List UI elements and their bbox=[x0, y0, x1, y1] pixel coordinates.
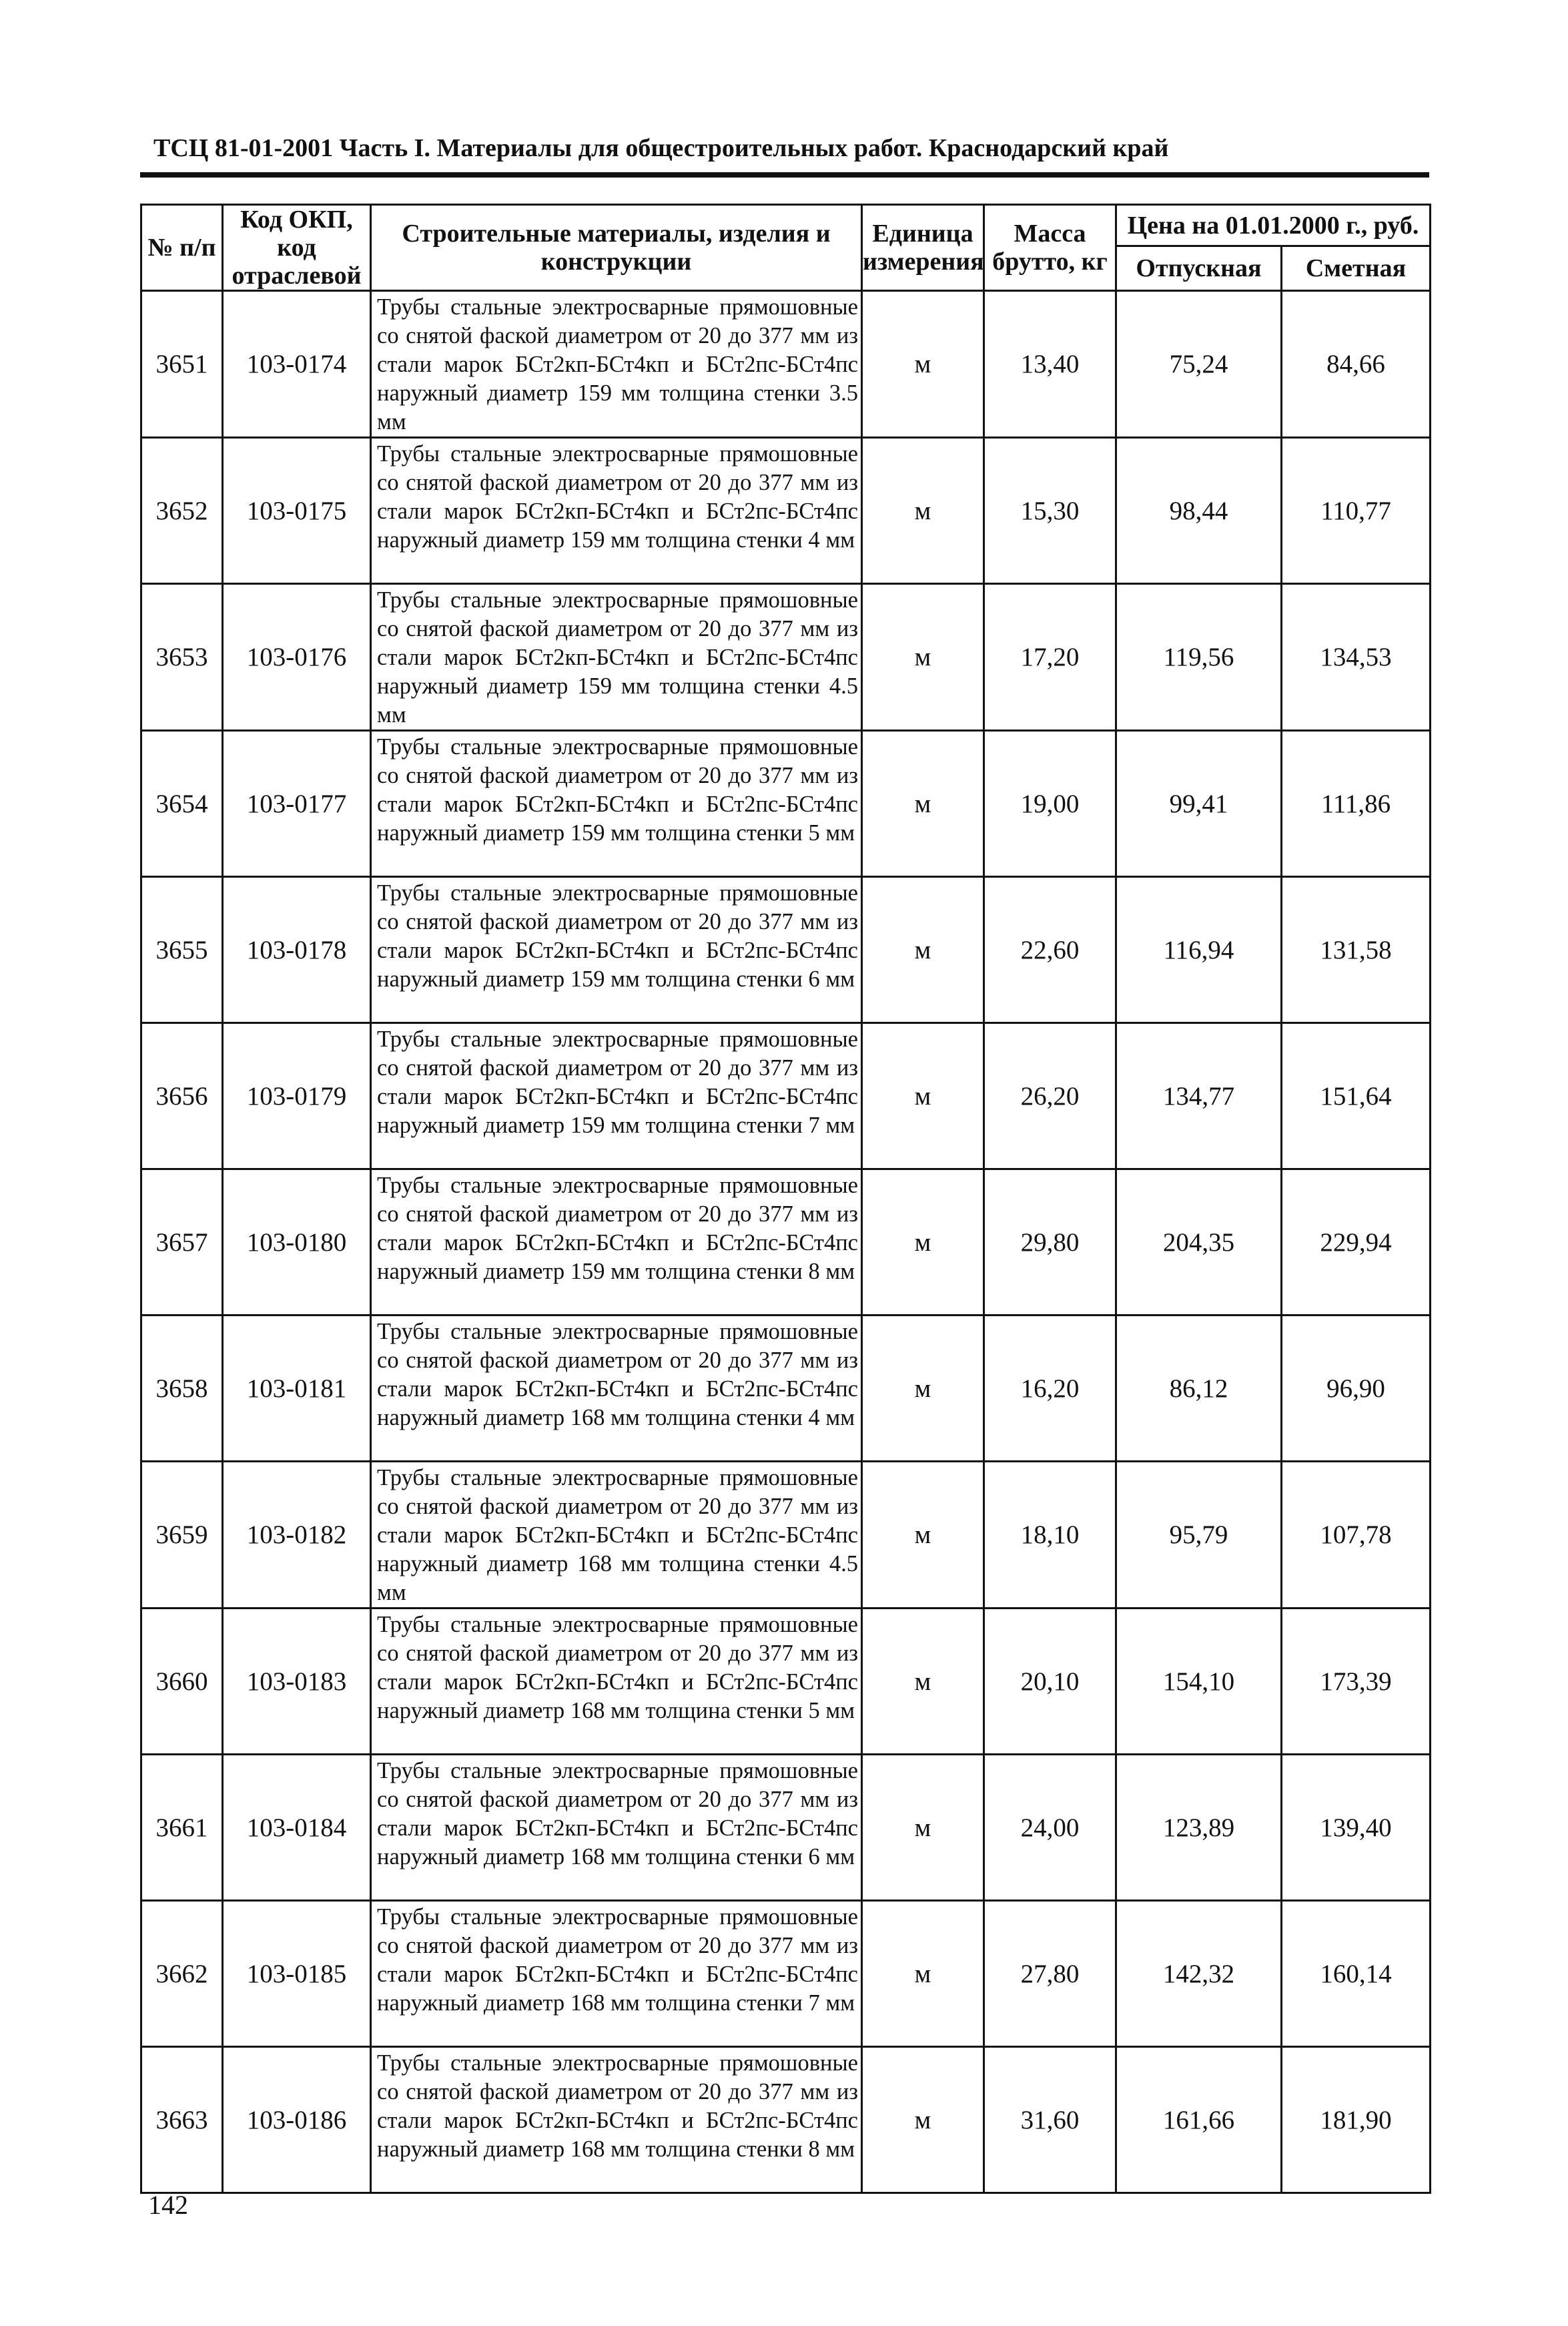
cell-price-estimate: 151,64 bbox=[1282, 1023, 1431, 1169]
cell-num: 3660 bbox=[141, 1609, 223, 1755]
cell-code: 103-0177 bbox=[223, 731, 371, 877]
cell-mass: 31,60 bbox=[984, 2047, 1116, 2193]
cell-num: 3659 bbox=[141, 1462, 223, 1609]
cell-price-release: 95,79 bbox=[1116, 1462, 1282, 1609]
table-row bbox=[141, 877, 1431, 1023]
cell-mass: 20,10 bbox=[984, 1609, 1116, 1755]
table-row bbox=[141, 1609, 1431, 1755]
cell-price-release: 119,56 bbox=[1116, 584, 1282, 731]
cell-num: 3654 bbox=[141, 731, 223, 877]
column-header-unit: Единица измерения bbox=[862, 205, 984, 291]
column-header-price-release: Отпускная bbox=[1116, 246, 1282, 291]
column-header-num: № п/п bbox=[141, 205, 223, 291]
cell-code: 103-0175 bbox=[223, 438, 371, 584]
cell-num: 3663 bbox=[141, 2047, 223, 2193]
cell-num: 3658 bbox=[141, 1316, 223, 1462]
cell-unit: м bbox=[862, 1316, 984, 1462]
cell-description: Трубы стальные электросварные прямошовные со снятой фаской диаметром от 20 до 377 мм из стали марок БСт2кп-БСт4кп и БСт2пс-БСт4пс наружный диаметр 159 мм толщина стенки 4 мм bbox=[371, 438, 862, 584]
cell-code: 103-0179 bbox=[223, 1023, 371, 1169]
cell-unit: м bbox=[862, 877, 984, 1023]
cell-code: 103-0184 bbox=[223, 1755, 371, 1901]
cell-num: 3653 bbox=[141, 584, 223, 731]
cell-price-release: 86,12 bbox=[1116, 1316, 1282, 1462]
cell-price-estimate: 134,53 bbox=[1282, 584, 1431, 731]
cell-num: 3662 bbox=[141, 1901, 223, 2047]
cell-mass: 19,00 bbox=[984, 731, 1116, 877]
cell-code: 103-0183 bbox=[223, 1609, 371, 1755]
cell-num: 3652 bbox=[141, 438, 223, 584]
cell-description: Трубы стальные электросварные прямошовные со снятой фаской диаметром от 20 до 377 мм из стали марок БСт2кп-БСт4кп и БСт2пс-БСт4пс наружный диаметр 168 мм толщина стенки 6 мм bbox=[371, 1755, 862, 1901]
cell-mass: 17,20 bbox=[984, 584, 1116, 731]
cell-mass: 29,80 bbox=[984, 1169, 1116, 1316]
cell-price-release: 116,94 bbox=[1116, 877, 1282, 1023]
cell-num: 3656 bbox=[141, 1023, 223, 1169]
cell-description: Трубы стальные электросварные прямошовные со снятой фаской диаметром от 20 до 377 мм из стали марок БСт2кп-БСт4кп и БСт2пс-БСт4пс наружный диаметр 168 мм толщина стенки 7 мм bbox=[371, 1901, 862, 2047]
cell-unit: м bbox=[862, 438, 984, 584]
cell-mass: 15,30 bbox=[984, 438, 1116, 584]
cell-price-release: 99,41 bbox=[1116, 731, 1282, 877]
table-row bbox=[141, 731, 1431, 877]
cell-code: 103-0182 bbox=[223, 1462, 371, 1609]
cell-price-estimate: 84,66 bbox=[1282, 291, 1431, 438]
cell-code: 103-0185 bbox=[223, 1901, 371, 2047]
cell-description: Трубы стальные электросварные прямошовные со снятой фаской диаметром от 20 до 377 мм из стали марок БСт2кп-БСт4кп и БСт2пс-БСт4пс наружный диаметр 168 мм толщина стенки 4 мм bbox=[371, 1316, 862, 1462]
cell-code: 103-0180 bbox=[223, 1169, 371, 1316]
cell-price-estimate: 96,90 bbox=[1282, 1316, 1431, 1462]
cell-mass: 24,00 bbox=[984, 1755, 1116, 1901]
cell-price-release: 98,44 bbox=[1116, 438, 1282, 584]
cell-description: Трубы стальные электросварные прямошовные со снятой фаской диаметром от 20 до 377 мм из стали марок БСт2кп-БСт4кп и БСт2пс-БСт4пс наружный диаметр 159 мм толщина стенки 8 мм bbox=[371, 1169, 862, 1316]
cell-price-release: 123,89 bbox=[1116, 1755, 1282, 1901]
table-row bbox=[141, 1316, 1431, 1462]
cell-description: Трубы стальные электросварные прямошовные со снятой фаской диаметром от 20 до 377 мм из стали марок БСт2кп-БСт4кп и БСт2пс-БСт4пс наружный диаметр 159 мм толщина стенки 4.5 мм bbox=[371, 584, 862, 731]
cell-unit: м bbox=[862, 2047, 984, 2193]
cell-unit: м bbox=[862, 291, 984, 438]
cell-mass: 18,10 bbox=[984, 1462, 1116, 1609]
table-header bbox=[141, 205, 1431, 291]
cell-mass: 27,80 bbox=[984, 1901, 1116, 2047]
cell-description: Трубы стальные электросварные прямошовные со снятой фаской диаметром от 20 до 377 мм из стали марок БСт2кп-БСт4кп и БСт2пс-БСт4пс наружный диаметр 159 мм толщина стенки 5 мм bbox=[371, 731, 862, 877]
cell-unit: м bbox=[862, 1901, 984, 2047]
column-header-price-estimate: Сметная bbox=[1282, 246, 1431, 291]
cell-price-estimate: 229,94 bbox=[1282, 1169, 1431, 1316]
cell-code: 103-0176 bbox=[223, 584, 371, 731]
cell-description: Трубы стальные электросварные прямошовные со снятой фаской диаметром от 20 до 377 мм из стали марок БСт2кп-БСт4кп и БСт2пс-БСт4пс наружный диаметр 159 мм толщина стенки 7 мм bbox=[371, 1023, 862, 1169]
cell-description: Трубы стальные электросварные прямошовные со снятой фаской диаметром от 20 до 377 мм из стали марок БСт2кп-БСт4кп и БСт2пс-БСт4пс наружный диаметр 168 мм толщина стенки 8 мм bbox=[371, 2047, 862, 2193]
table-row bbox=[141, 2047, 1431, 2193]
cell-mass: 13,40 bbox=[984, 291, 1116, 438]
cell-price-estimate: 139,40 bbox=[1282, 1755, 1431, 1901]
cell-unit: м bbox=[862, 1169, 984, 1316]
header-rule bbox=[140, 172, 1429, 178]
cell-code: 103-0174 bbox=[223, 291, 371, 438]
cell-price-estimate: 111,86 bbox=[1282, 731, 1431, 877]
price-table bbox=[140, 204, 1431, 2194]
cell-unit: м bbox=[862, 1462, 984, 1609]
cell-price-release: 134,77 bbox=[1116, 1023, 1282, 1169]
cell-description: Трубы стальные электросварные прямошовные со снятой фаской диаметром от 20 до 377 мм из стали марок БСт2кп-БСт4кп и БСт2пс-БСт4пс наружный диаметр 159 мм толщина стенки 3.5 мм bbox=[371, 291, 862, 438]
table-body bbox=[141, 291, 1431, 2193]
cell-price-estimate: 160,14 bbox=[1282, 1901, 1431, 2047]
cell-price-estimate: 131,58 bbox=[1282, 877, 1431, 1023]
cell-description: Трубы стальные электросварные прямошовные со снятой фаской диаметром от 20 до 377 мм из стали марок БСт2кп-БСт4кп и БСт2пс-БСт4пс наружный диаметр 168 мм толщина стенки 5 мм bbox=[371, 1609, 862, 1755]
cell-price-estimate: 181,90 bbox=[1282, 2047, 1431, 2193]
cell-price-estimate: 173,39 bbox=[1282, 1609, 1431, 1755]
column-header-name: Строительные материалы, изделия и конструкции bbox=[371, 205, 862, 291]
table-row bbox=[141, 438, 1431, 584]
cell-price-estimate: 107,78 bbox=[1282, 1462, 1431, 1609]
cell-unit: м bbox=[862, 731, 984, 877]
cell-price-release: 75,24 bbox=[1116, 291, 1282, 438]
cell-price-release: 154,10 bbox=[1116, 1609, 1282, 1755]
cell-description: Трубы стальные электросварные прямошовные со снятой фаской диаметром от 20 до 377 мм из стали марок БСт2кп-БСт4кп и БСт2пс-БСт4пс наружный диаметр 159 мм толщина стенки 6 мм bbox=[371, 877, 862, 1023]
cell-num: 3651 bbox=[141, 291, 223, 438]
cell-mass: 16,20 bbox=[984, 1316, 1116, 1462]
column-header-code: Код ОКП, код отраслевой bbox=[223, 205, 371, 291]
column-header-price-group: Цена на 01.01.2000 г., руб. bbox=[1116, 205, 1431, 246]
cell-price-release: 204,35 bbox=[1116, 1169, 1282, 1316]
cell-unit: м bbox=[862, 1023, 984, 1169]
page-header: ТСЦ 81-01-2001 Часть I. Материалы для общестроительных работ. Краснодарский край bbox=[153, 134, 1169, 162]
table-row bbox=[141, 1462, 1431, 1609]
table-row bbox=[141, 1169, 1431, 1316]
cell-code: 103-0181 bbox=[223, 1316, 371, 1462]
cell-unit: м bbox=[862, 1755, 984, 1901]
cell-price-release: 142,32 bbox=[1116, 1901, 1282, 2047]
cell-unit: м bbox=[862, 1609, 984, 1755]
cell-code: 103-0178 bbox=[223, 877, 371, 1023]
cell-unit: м bbox=[862, 584, 984, 731]
cell-mass: 22,60 bbox=[984, 877, 1116, 1023]
column-header-mass: Масса брутто, кг bbox=[984, 205, 1116, 291]
cell-code: 103-0186 bbox=[223, 2047, 371, 2193]
page-number: 142 bbox=[148, 2190, 188, 2220]
cell-num: 3661 bbox=[141, 1755, 223, 1901]
table-row bbox=[141, 584, 1431, 731]
cell-description: Трубы стальные электросварные прямошовные со снятой фаской диаметром от 20 до 377 мм из стали марок БСт2кп-БСт4кп и БСт2пс-БСт4пс наружный диаметр 168 мм толщина стенки 4.5 мм bbox=[371, 1462, 862, 1609]
table-row bbox=[141, 1755, 1431, 1901]
cell-num: 3657 bbox=[141, 1169, 223, 1316]
table-row bbox=[141, 291, 1431, 438]
table-row bbox=[141, 1901, 1431, 2047]
cell-price-estimate: 110,77 bbox=[1282, 438, 1431, 584]
cell-mass: 26,20 bbox=[984, 1023, 1116, 1169]
table-row bbox=[141, 1023, 1431, 1169]
cell-price-release: 161,66 bbox=[1116, 2047, 1282, 2193]
cell-num: 3655 bbox=[141, 877, 223, 1023]
